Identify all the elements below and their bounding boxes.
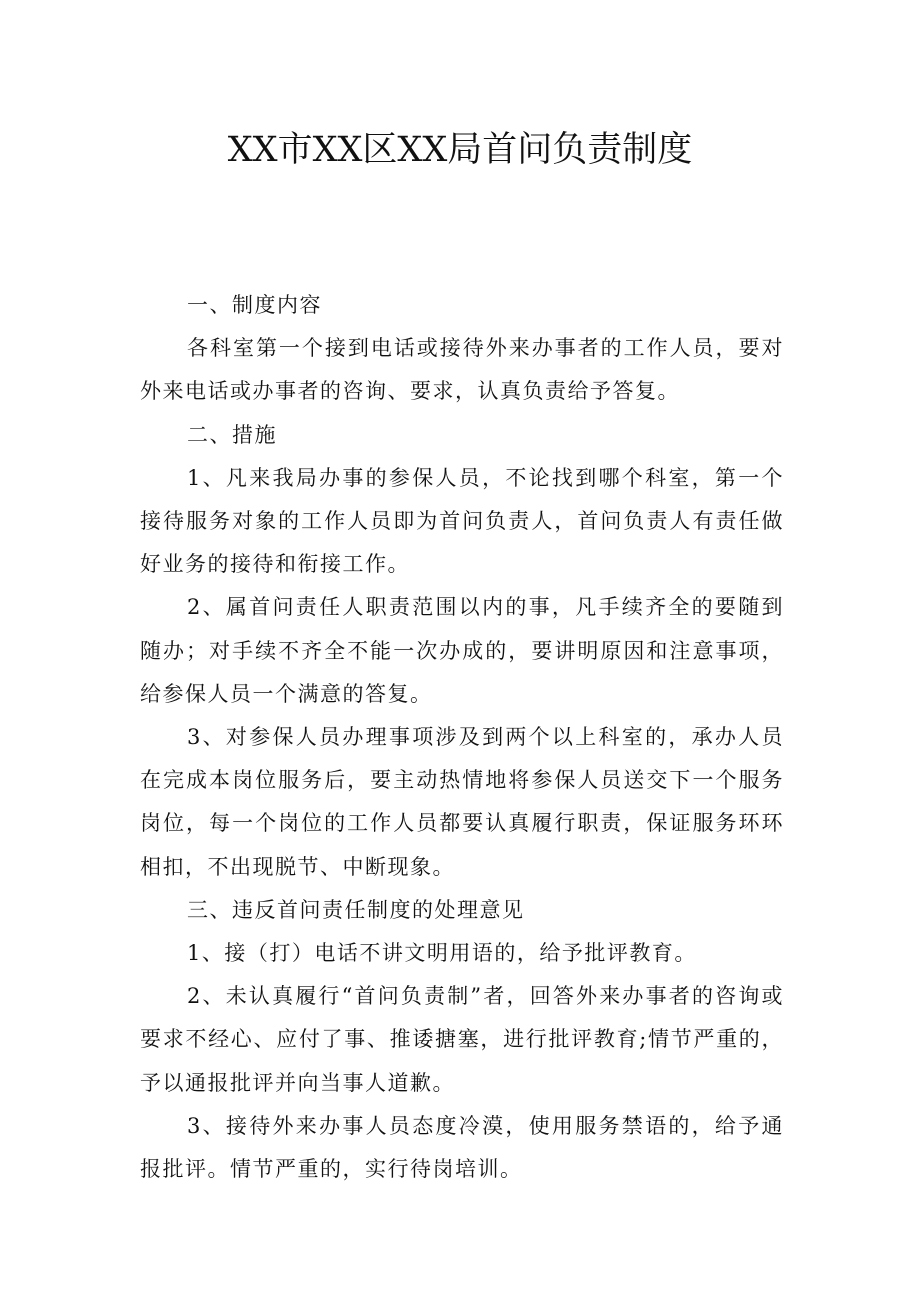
paragraph-violation-3: 3、接待外来办事人员态度冷漠，使用服务禁语的，给予通报批评。情节严重的，实行待岗培训。 <box>140 1113 784 1182</box>
paragraph-violation-1: 1、接（打）电话不讲文明用语的，给予批评教育。 <box>187 941 697 966</box>
section-heading-content: 一、制度内容 <box>187 293 322 317</box>
document-title: XX市XX区XX局首问负责制度 <box>227 130 693 170</box>
section-heading-violations: 三、违反首问责任制度的处理意见 <box>187 897 525 922</box>
paragraph-content: 各科室第一个接到电话或接待外来办事者的工作人员，要对外来电话或办事者的咨询、要求，认真负责给予答复。 <box>140 336 784 404</box>
paragraph-measure-1: 1、凡来我局办事的参保人员，不论找到哪个科室，第一个接待服务对象的工作人员即为首问负责人，首问负责人有责任做好业务的接待和衔接工作。 <box>140 465 784 577</box>
paragraph-violation-2: 2、未认真履行“首问负责制”者，回答外来办事者的咨询或要求不经心、应付了事、推诿搪塞，进行批评教育;情节严重的，予以通报批评并向当事人道歉。 <box>140 984 784 1095</box>
paragraph-measure-3: 3、对参保人员办理事项涉及到两个以上科室的，承办人员在完成本岗位服务后，要主动热情地将参保人员送交下一个服务岗位，每一个岗位的工作人员都要认真履行职责，保证服务环环相扣，不出现脱节、中断现象。 <box>140 725 784 879</box>
paragraph-measure-2: 2、属首问责任人职责范围以内的事，凡手续齐全的要随到随办；对手续不齐全不能一次办成的，要讲明原因和注意事项，给参保人员一个满意的答复。 <box>140 595 784 706</box>
section-heading-measures: 二、措施 <box>187 422 277 447</box>
document-body <box>140 284 784 1191</box>
